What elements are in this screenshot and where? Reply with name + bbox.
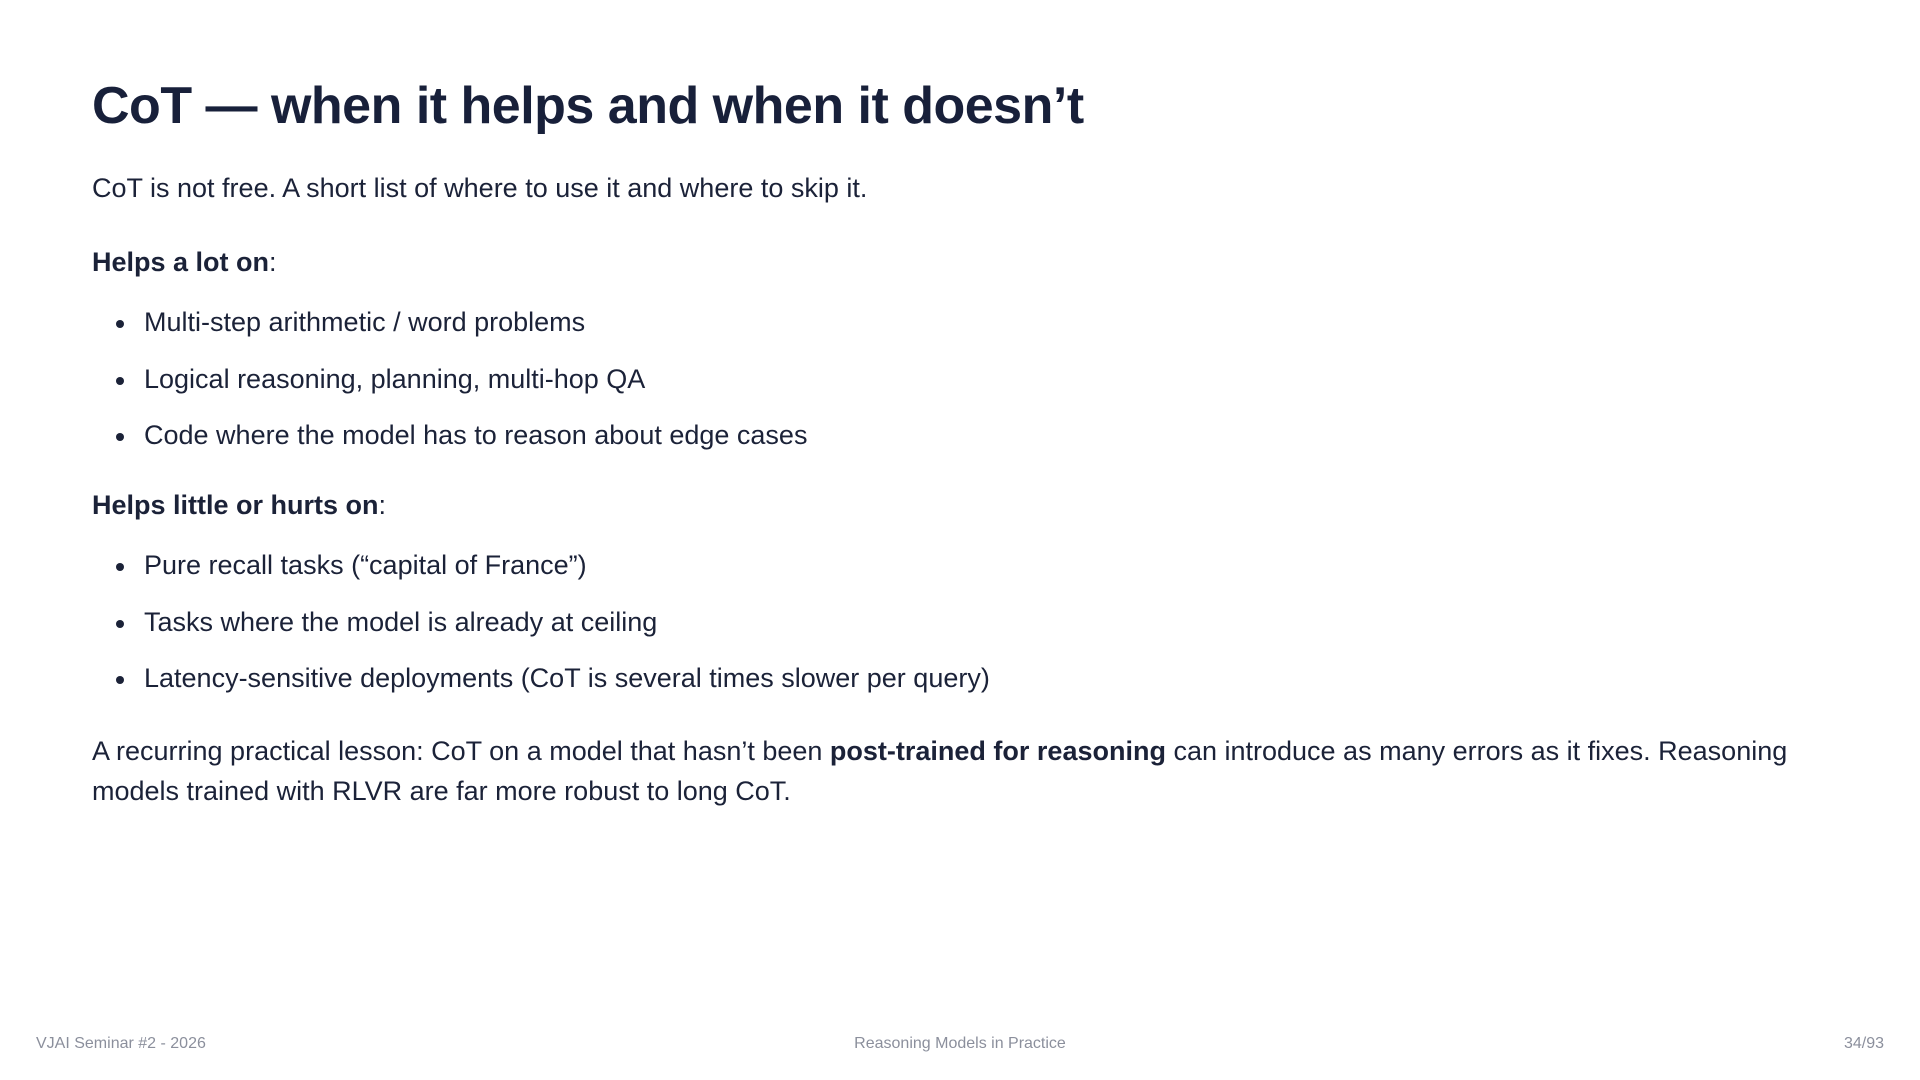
list-item: Latency-sensitive deployments (CoT is several times slower per query) [92, 660, 1828, 696]
list-item: Logical reasoning, planning, multi-hop QA [92, 361, 1828, 397]
list-item: Tasks where the model is already at ceiling [92, 604, 1828, 640]
lead-paragraph: CoT is not free. A short list of where to use it and where to skip it. [92, 173, 868, 204]
page-title: CoT — when it helps and when it doesn’t [92, 77, 1084, 135]
section-label-helps-a-lot-bold: Helps a lot on [92, 247, 270, 278]
closing-emphasis: post-trained for reasoning [829, 735, 1166, 766]
section-label-helps-a-lot-suffix: : [269, 247, 277, 278]
bullet-list-helps-little [92, 547, 1828, 696]
list-item: Code where the model has to reason about edge cases [92, 417, 1828, 453]
slide-footer [0, 1030, 1920, 1058]
list-item: Multi-step arithmetic / word problems [92, 304, 1828, 340]
section-label-helps-a-lot [92, 244, 1828, 282]
closing-paragraph [92, 731, 1828, 812]
list-item: Pure recall tasks (“capital of France”) [92, 547, 1828, 583]
closing-part2: can introduce as many errors as it fixes. Reasoning models trained with RLVR are far more robust to long CoT. [92, 735, 1788, 807]
footer-left-text: VJAI Seminar #2 - 2026 [36, 1035, 206, 1052]
section-label-helps-little-bold: Helps little or hurts on [92, 490, 379, 521]
footer-center-text: Reasoning Models in Practice [854, 1035, 1066, 1052]
bullet-list-helps-a-lot [92, 304, 1828, 453]
slide-number: 34/93 [1843, 1035, 1884, 1052]
section-label-helps-little [92, 487, 1828, 525]
section-label-helps-little-suffix: : [378, 490, 387, 521]
closing-part1: A recurring practical lesson: CoT on a model that hasn’t been [92, 735, 830, 766]
